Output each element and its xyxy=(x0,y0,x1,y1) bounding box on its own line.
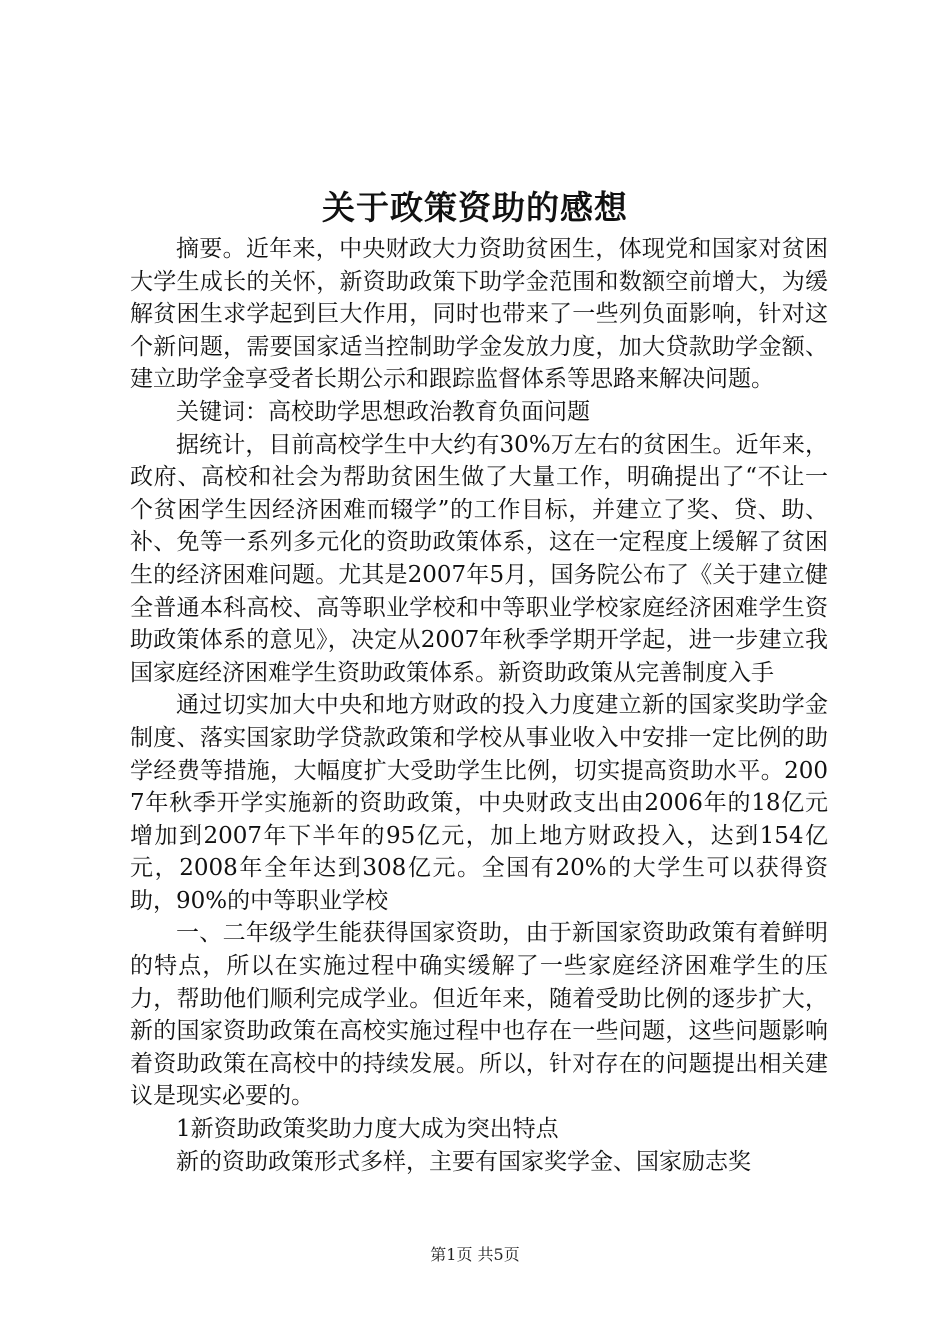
body-paragraph: 据统计，目前高校学生中大约有30%万左右的贫困生。近年来，政府、高校和社会为帮助贫困生做了大量工作，明确提出了“不让一个贫困学生因经济困难而辍学”的工作目标，并建立了奖、贷、助、补、免等一系列多元化的资助政策体系，这在一定程度上缓解了贫困生的经济困难问题。尤其是2007年5月，国务院公布了《关于建立健全普通本科高校、高等职业学校和中等职业学校家庭经济困难学生资助政策体系的意见》，决定从2007年秋季学期开学起，进一步建立我国家庭经济困难学生资助政策体系。新资助政策从完善制度入手 xyxy=(130,431,828,686)
document-title: 关于政策资助的感想 xyxy=(322,188,628,227)
section-heading: 1新资助政策奖助力度大成为突出特点 xyxy=(176,1116,559,1143)
body-paragraph: 通过切实加大中央和地方财政的投入力度建立新的国家奖助学金制度、落实国家助学贷款政策和学校从事业收入中安排一定比例的助学经费等措施，大幅度扩大受助学生比例，切实提高资助水平。2007年秋季开学实施新的资助政策，中央财政支出由2006年的18亿元增加到2007年下半年的95亿元，加上地方财政投入，达到154亿元，2008年全年达到308亿元。全国有20%的大学生可以获得资助，90%的中等职业学校 xyxy=(130,692,828,914)
body-paragraph: 一、二年级学生能获得国家资助，由于新国家资助政策有着鲜明的特点，所以在实施过程中确实缓解了一些家庭经济困难学生的压力，帮助他们顺利完成学业。但近年来，随着受助比例的逐步扩大，新的国家资助政策在高校实施过程中也存在一些问题，这些问题影响着资助政策在高校中的持续发展。所以，针对存在的问题提出相关建议是现实必要的。 xyxy=(130,920,828,1110)
keywords-paragraph: 关键词：高校助学思想政治教育负面问题 xyxy=(176,398,590,425)
page-footer: 第1页 共5页 xyxy=(430,1245,520,1264)
document-body xyxy=(130,233,828,1178)
body-paragraph: 新的资助政策形式多样，主要有国家奖学金、国家励志奖 xyxy=(176,1148,751,1175)
abstract-paragraph: 摘要。近年来，中央财政大力资助贫困生，体现党和国家对贫困大学生成长的关怀，新资助政策下助学金范围和数额空前增大，为缓解贫困生求学起到巨大作用，同时也带来了一些列负面影响，针对这个新问题，需要国家适当控制助学金发放力度，加大贷款助学金额、建立助学金享受者长期公示和跟踪监督体系等思路来解决问题。 xyxy=(130,236,828,393)
